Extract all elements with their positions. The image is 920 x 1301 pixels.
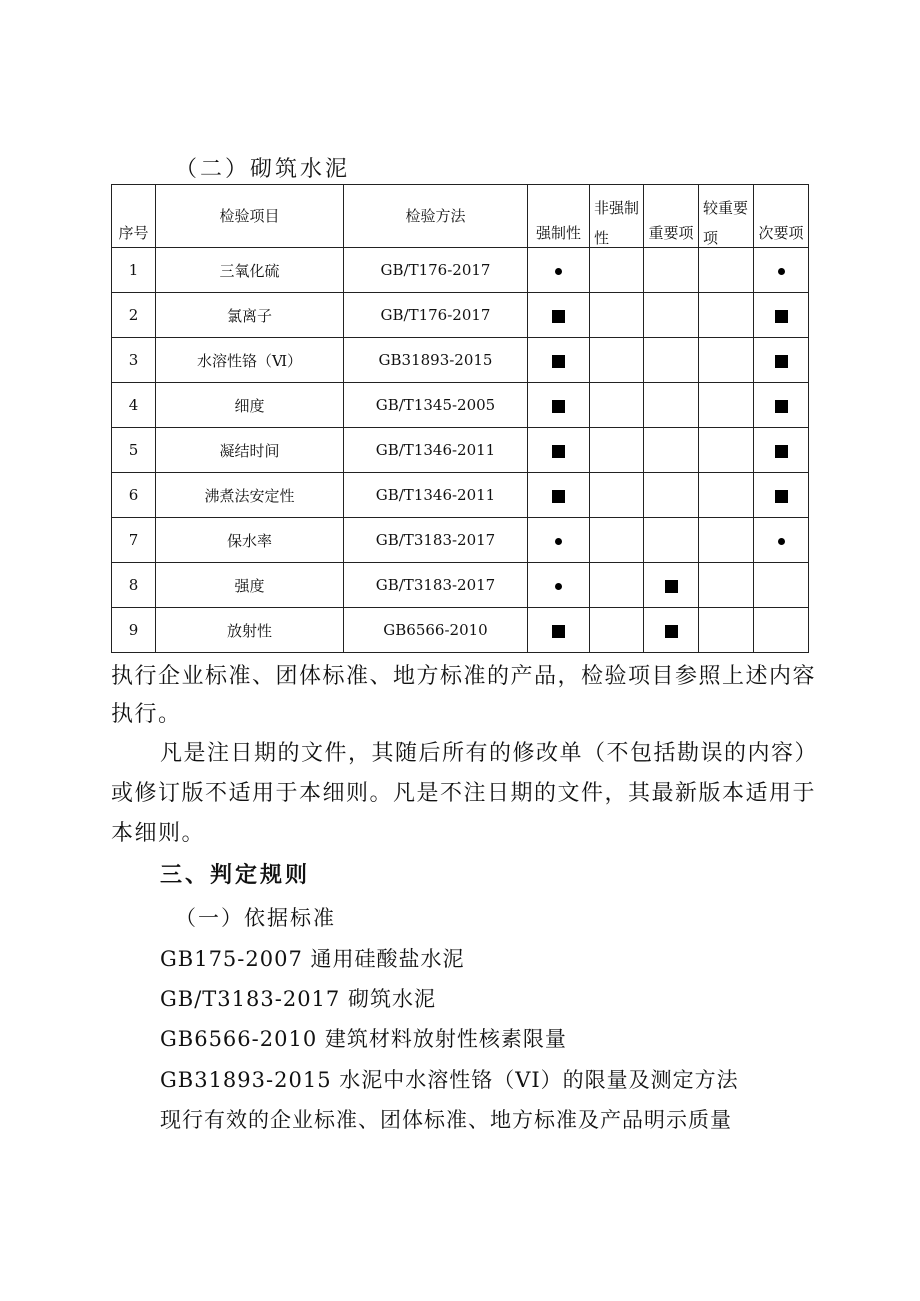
- table-row: [112, 383, 809, 428]
- cell-item: 水溶性铬（Ⅵ）: [156, 338, 344, 383]
- cell-index: 5: [112, 428, 156, 473]
- cell-fairly-important: [699, 473, 754, 518]
- cell-minor: [754, 383, 809, 428]
- cell-non-mandatory: [590, 383, 644, 428]
- square-mark-icon: [552, 355, 565, 368]
- cell-method: GB/T1346-2011: [344, 428, 528, 473]
- cell-fairly-important: [699, 383, 754, 428]
- table-row: [112, 608, 809, 653]
- subheading-basis-standards: （一）依据标准: [175, 906, 336, 930]
- cell-non-mandatory: [590, 563, 644, 608]
- cell-fairly-important: [699, 293, 754, 338]
- cell-minor: [754, 338, 809, 383]
- header-item: 检验项目: [156, 185, 344, 248]
- cell-method: GB/T1345-2005: [344, 383, 528, 428]
- cell-minor: [754, 473, 809, 518]
- dot-mark-icon: [555, 268, 562, 275]
- table-row: [112, 338, 809, 383]
- cell-important: [644, 563, 699, 608]
- cell-important: [644, 428, 699, 473]
- standard-item: GB6566-2010 建筑材料放射性核素限量: [160, 1027, 567, 1051]
- standard-item: GB175-2007 通用硅酸盐水泥: [160, 947, 465, 971]
- header-index: 序号: [112, 185, 156, 248]
- cell-fairly-important: [699, 563, 754, 608]
- cell-mandatory: [528, 608, 590, 653]
- square-mark-icon: [775, 310, 788, 323]
- cell-important: [644, 338, 699, 383]
- square-mark-icon: [775, 355, 788, 368]
- cell-method: GB/T1346-2011: [344, 473, 528, 518]
- square-mark-icon: [775, 490, 788, 503]
- cell-non-mandatory: [590, 473, 644, 518]
- section-title: （二）砌筑水泥: [175, 157, 351, 182]
- heading-judgment-rules: 三、判定规则: [160, 863, 311, 888]
- header-fairly-important: 较重要 项: [699, 185, 754, 248]
- cell-mandatory: [528, 383, 590, 428]
- cell-minor: [754, 293, 809, 338]
- cell-method: GB/T176-2017: [344, 293, 528, 338]
- cell-item: 沸煮法安定性: [156, 473, 344, 518]
- cell-mandatory: [528, 338, 590, 383]
- cell-non-mandatory: [590, 608, 644, 653]
- cell-minor: [754, 428, 809, 473]
- cell-non-mandatory: [590, 428, 644, 473]
- inspection-table: [111, 184, 809, 653]
- cell-method: GB/T3183-2017: [344, 563, 528, 608]
- dot-mark-icon: [778, 268, 785, 275]
- cell-index: 4: [112, 383, 156, 428]
- cell-method: GB/T176-2017: [344, 248, 528, 293]
- cell-minor: [754, 608, 809, 653]
- standard-item: 现行有效的企业标准、团体标准、地方标准及产品明示质量: [160, 1108, 732, 1132]
- cell-important: [644, 248, 699, 293]
- header-minor: 次要项: [754, 185, 809, 248]
- cell-minor: [754, 518, 809, 563]
- square-mark-icon: [775, 445, 788, 458]
- cell-non-mandatory: [590, 293, 644, 338]
- cell-non-mandatory: [590, 518, 644, 563]
- table-row: [112, 248, 809, 293]
- table-row: [112, 518, 809, 563]
- cell-fairly-important: [699, 518, 754, 563]
- cell-index: 3: [112, 338, 156, 383]
- cell-method: GB6566-2010: [344, 608, 528, 653]
- cell-mandatory: [528, 248, 590, 293]
- cell-mandatory: [528, 473, 590, 518]
- cell-fairly-important: [699, 608, 754, 653]
- cell-minor: [754, 248, 809, 293]
- cell-index: 2: [112, 293, 156, 338]
- cell-fairly-important: [699, 428, 754, 473]
- header-non-mandatory: 非强制 性: [590, 185, 644, 248]
- square-mark-icon: [552, 445, 565, 458]
- square-mark-icon: [552, 490, 565, 503]
- cell-index: 9: [112, 608, 156, 653]
- cell-index: 8: [112, 563, 156, 608]
- cell-important: [644, 518, 699, 563]
- cell-mandatory: [528, 293, 590, 338]
- square-mark-icon: [552, 400, 565, 413]
- square-mark-icon: [552, 310, 565, 323]
- table-header-row: [112, 185, 809, 248]
- cell-non-mandatory: [590, 248, 644, 293]
- cell-mandatory: [528, 518, 590, 563]
- square-mark-icon: [775, 400, 788, 413]
- para-1-line-1: 执行企业标准、团体标准、地方标准的产品，检验项目参照上述内容: [111, 664, 817, 689]
- dot-mark-icon: [555, 538, 562, 545]
- cell-mandatory: [528, 428, 590, 473]
- cell-index: 6: [112, 473, 156, 518]
- cell-item: 凝结时间: [156, 428, 344, 473]
- cell-important: [644, 383, 699, 428]
- table-row: [112, 473, 809, 518]
- cell-non-mandatory: [590, 338, 644, 383]
- cell-item: 氯离子: [156, 293, 344, 338]
- cell-item: 保水率: [156, 518, 344, 563]
- para-2-line-3: 本细则。: [111, 821, 206, 846]
- para-2-line-1: 凡是注日期的文件，其随后所有的修改单（不包括勘误的内容）: [160, 741, 819, 766]
- para-1-line-2: 执行。: [111, 702, 182, 727]
- cell-important: [644, 608, 699, 653]
- cell-item: 放射性: [156, 608, 344, 653]
- cell-fairly-important: [699, 248, 754, 293]
- standard-item: GB31893-2015 水泥中水溶性铬（VI）的限量及测定方法: [160, 1068, 739, 1092]
- dot-mark-icon: [778, 538, 785, 545]
- para-2-line-2: 或修订版不适用于本细则。凡是不注日期的文件，其最新版本适用于: [111, 781, 817, 806]
- square-mark-icon: [552, 625, 565, 638]
- header-important: 重要项: [644, 185, 699, 248]
- cell-fairly-important: [699, 338, 754, 383]
- standard-item: GB/T3183-2017 砌筑水泥: [160, 987, 436, 1011]
- table-row: [112, 293, 809, 338]
- cell-important: [644, 293, 699, 338]
- square-mark-icon: [665, 625, 678, 638]
- table-row: [112, 428, 809, 473]
- cell-index: 1: [112, 248, 156, 293]
- cell-important: [644, 473, 699, 518]
- header-mandatory: 强制性: [528, 185, 590, 248]
- cell-index: 7: [112, 518, 156, 563]
- dot-mark-icon: [555, 583, 562, 590]
- cell-minor: [754, 563, 809, 608]
- cell-item: 三氧化硫: [156, 248, 344, 293]
- cell-item: 细度: [156, 383, 344, 428]
- header-method: 检验方法: [344, 185, 528, 248]
- square-mark-icon: [665, 580, 678, 593]
- cell-method: GB/T3183-2017: [344, 518, 528, 563]
- cell-method: GB31893-2015: [344, 338, 528, 383]
- cell-item: 强度: [156, 563, 344, 608]
- cell-mandatory: [528, 563, 590, 608]
- table-row: [112, 563, 809, 608]
